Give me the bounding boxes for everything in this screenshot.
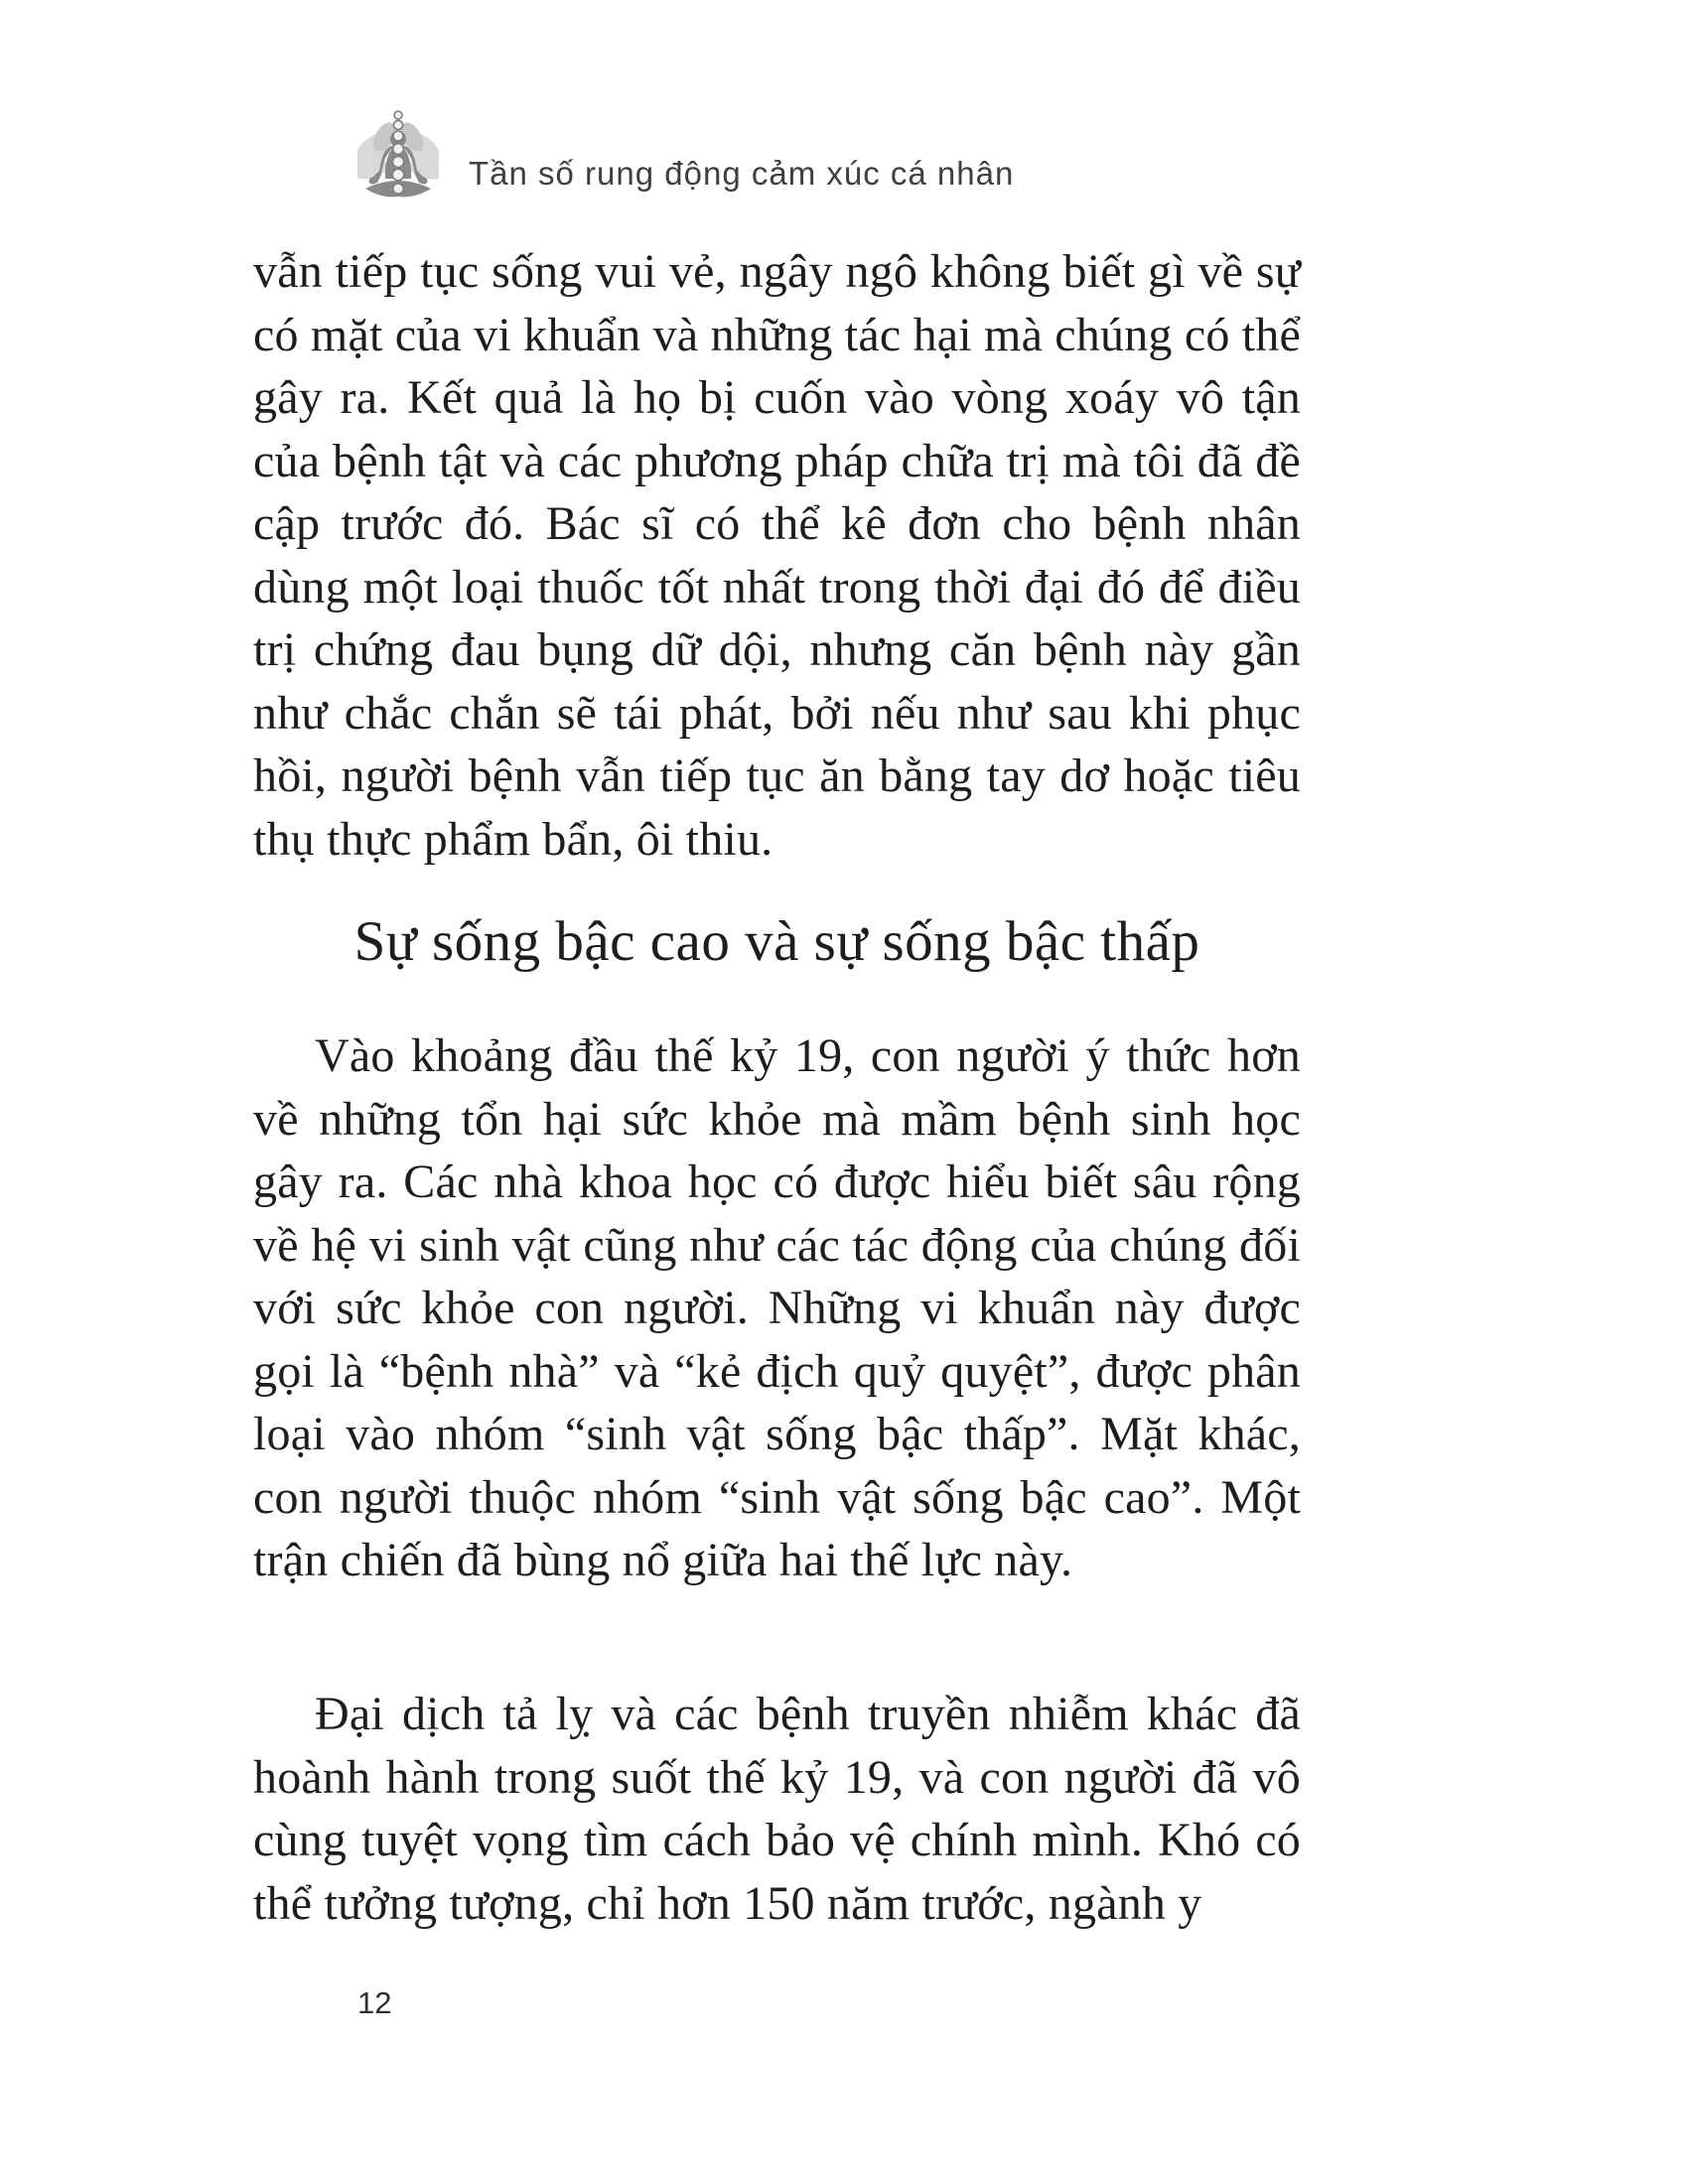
meditation-lotus-icon xyxy=(357,109,439,203)
page-header xyxy=(357,109,1014,203)
body-paragraph-2: Vào khoảng đầu thế kỷ 19, con người ý thức hơn về những tổn hại sức khỏe mà mầm bệnh sinh học gây ra. Các nhà khoa học có được hiểu biết sâu rộng về hệ vi sinh vật cũng như các tác động của chúng đối với sức khỏe con người. Những vi khuẩn này được gọi là “bệnh nhà” và “kẻ địch quỷ quyệt”, được phân loại vào nhóm “sinh vật sống bậc thấp”. Mặt khác, con người thuộc nhóm “sinh vật sống bậc cao”. Một trận chiến đã bùng nổ giữa hai thế lực này. xyxy=(253,1029,1301,1586)
page-number: 12 xyxy=(357,1985,392,2020)
body-paragraph-3: Đại dịch tả lỵ và các bệnh truyền nhiễm khác đã hoành hành trong suốt thế kỷ 19, và con người đã vô cùng tuyệt vọng tìm cách bảo vệ chính mình. Khó có thể tưởng tượng, chỉ hơn 150 năm trước, ngành y xyxy=(253,1688,1301,1930)
running-header-title: Tần số rung động cảm xúc cá nhân xyxy=(469,155,1015,192)
section-heading: Sự sống bậc cao và sự sống bậc thấp xyxy=(353,910,1200,973)
body-paragraph-1: vẫn tiếp tục sống vui vẻ, ngây ngô không biết gì về sự có mặt của vi khuẩn và những tác hại mà chúng có thể gây ra. Kết quả là họ bị cuốn vào vòng xoáy vô tận của bệnh tật và các phương pháp chữa trị mà tôi đã đề cập trước đó. Bác sĩ có thể kê đơn cho bệnh nhân dùng một loại thuốc tốt nhất trong thời đại đó để điều trị chứng đau bụng dữ dội, nhưng căn bệnh này gần như chắc chắn sẽ tái phát, bởi nếu như sau khi phục hồi, người bệnh vẫn tiếp tục ăn bằng tay dơ hoặc tiêu thụ thực phẩm bẩn, ôi thiu. xyxy=(253,245,1301,866)
